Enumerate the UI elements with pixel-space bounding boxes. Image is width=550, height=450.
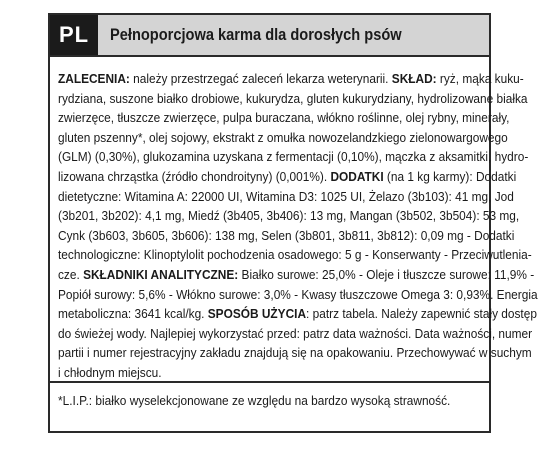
- section-heading: SKŁADNIKI ANALITYCZNE:: [83, 266, 239, 282]
- section-heading: SPOSÓB UŻYCIA: [207, 306, 307, 322]
- footnote-divider: [50, 381, 489, 383]
- text-line: [58, 265, 535, 285]
- text-segment: cze.: [58, 266, 84, 282]
- product-title: Pełnoporcjowa karma dla dorosłych psów: [110, 25, 402, 44]
- ingredients-text: [58, 69, 538, 383]
- text-line: [58, 108, 510, 128]
- text-segment: zwierzęce, tłuszcze zwierzęce, pulpa buraczana, włókno roślinne, olej rybny, minerały,: [58, 110, 510, 126]
- language-badge: PL: [50, 15, 98, 55]
- text-line: [58, 285, 538, 305]
- text-segment: Cynk (3b603, 3b605, 3b606): 138 mg, Selen (3b801, 3b811, 3b812): 0,09 mg - Dodatki: [58, 227, 515, 243]
- label-panel: [48, 13, 538, 433]
- section-heading: SKŁAD:: [391, 71, 437, 86]
- text-segment: Białko surowe: 25,0% - Oleje i tłuszcze surowe: 11,9% -: [238, 266, 535, 282]
- text-line: [58, 324, 533, 344]
- text-segment: (3b201, 3b202): 4,1 mg, Miedź (3b405, 3b406): 13 mg, Mangan (3b502, 3b504): 53 mg,: [58, 208, 520, 224]
- text-segment: (na 1 kg karmy): Dodatki: [383, 168, 517, 184]
- text-segment: ryż, mąka kuku-: [436, 71, 524, 86]
- text-segment: do świeżej wody. Najlepiej wykorzystać przed: patrz data ważności. Data ważności, numer: [58, 325, 533, 341]
- text-line: [58, 128, 508, 148]
- text-line: [58, 187, 514, 207]
- section-heading: ZALECENIA:: [58, 71, 130, 86]
- text-line: [58, 206, 520, 226]
- text-line: [58, 304, 537, 324]
- text-segment: i chłodnym miejscu.: [58, 364, 162, 380]
- text-segment: należy przestrzegać zaleceń lekarza weterynarii.: [129, 71, 392, 86]
- text-segment: lizowana chrząstka (źródło chondroityny) (0,001%).: [58, 168, 331, 184]
- text-line: [58, 147, 529, 167]
- text-line: [58, 363, 481, 383]
- text-segment: rydziana, suszone białko drobiowe, kukurydza, gluten kukurydziany, hydrolizowane białka: [58, 90, 528, 106]
- text-segment: (GLM) (0,30%), glukozamina uzyskana z fermentacji (0,10%), mączka z aksamitki, hydro-: [58, 149, 529, 165]
- label-header: [50, 15, 489, 57]
- text-segment: partii i numer rejestracyjny zakładu znajdują się na opakowaniu. Przechowywać w suchym: [58, 345, 532, 361]
- text-segment: dietetyczne: Witamina A: 22000 UI, Witamina D3: 1025 UI, Żelazo (3b103): 41 mg, Jod: [58, 188, 514, 204]
- text-segment: : patrz tabela. Należy zapewnić stały dostęp: [306, 306, 537, 322]
- text-line: [58, 343, 532, 363]
- text-segment: metaboliczna: 3641 kcal/kg.: [58, 306, 208, 322]
- text-segment: technologiczne: Klinoptylolit pochodzenia osadowego: 5 g - Konserwanty - Przeciwutlenia-: [58, 247, 532, 263]
- text-line: [58, 167, 517, 187]
- text-line: [58, 245, 532, 265]
- text-segment: Popiół surowy: 5,6% - Włókno surowe: 3,0% - Kwasy tłuszczowe Omega 3: 0,93%. Energia: [58, 286, 538, 302]
- footnote: *L.I.P.: białko wyselekcjonowane ze względu na bardzo wysoką strawność.: [58, 393, 451, 408]
- text-line: [58, 89, 528, 109]
- section-heading: DODATKI: [330, 168, 384, 184]
- text-line: [58, 226, 515, 246]
- text-line: [58, 69, 524, 89]
- text-segment: gluten pszenny*, olej sojowy, ekstrakt z omułka nowozelandzkiego zielonowargowego: [58, 129, 508, 145]
